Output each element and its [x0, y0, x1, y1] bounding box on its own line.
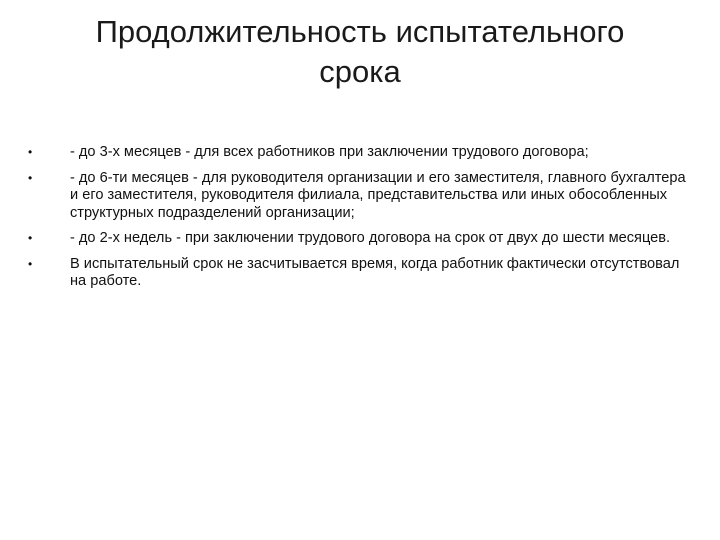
bullet-marker: •	[28, 256, 33, 271]
slide-title-line-1: Продолжительность испытательного	[95, 14, 625, 49]
bullet-text: - до 3-х месяцев - для всех работников при заключении трудового договора;	[70, 144, 589, 160]
slide-title-line-2: срока	[319, 54, 401, 89]
slide-title	[60, 12, 660, 92]
bullet-marker: •	[28, 231, 33, 245]
bullet-text: - до 2-х недель - при заключении трудового договора на срок от двух до шести месяцев.	[70, 230, 671, 246]
bullet-item-3	[28, 230, 688, 248]
bullet-marker: •	[28, 170, 33, 185]
bullet-text: В испытательный срок не засчитывается время, когда работник фактически отсутствовал на работе.	[70, 255, 680, 289]
bullet-text: - до 6-ти месяцев - для руководителя организации и его заместителя, главного бухгалтера и его заместителя, руководителя филиала, представительства или иных обособленных структурных подразделений организации;	[70, 169, 686, 221]
bullet-item-1	[28, 144, 688, 162]
bullet-item-2	[28, 170, 688, 223]
bullet-list	[28, 144, 688, 299]
bullet-marker: •	[28, 145, 33, 159]
bullet-item-4	[28, 256, 688, 291]
